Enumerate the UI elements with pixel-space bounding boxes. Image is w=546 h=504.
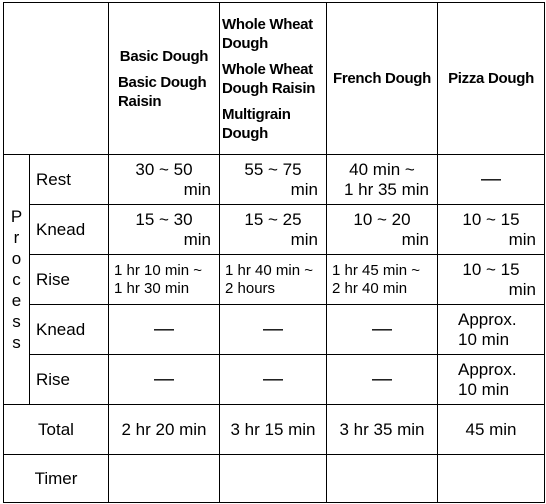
header-whole-line-1: Whole Wheat Dough <box>222 15 313 52</box>
cell-rise-french: 1 hr 45 min ~ 2 hr 40 min <box>327 255 438 305</box>
header-whole-line-2: Whole Wheat Dough Raisin <box>222 60 316 97</box>
cell-timer-whole <box>220 455 327 503</box>
header-basic-dough <box>109 3 220 155</box>
header-corner <box>4 3 109 155</box>
cell-timer-basic <box>109 455 220 503</box>
row-label-knead: Knead <box>30 205 109 255</box>
cell-rest-basic: 30 ~ 50 min <box>109 155 220 205</box>
process-vertical-label: P r o c e s s <box>4 155 30 405</box>
cell-knead-pizza: 10 ~ 15 min <box>438 205 545 255</box>
header-whole-wheat <box>220 3 327 155</box>
cell-rise-whole: 1 hr 40 min ~ 2 hours <box>220 255 327 305</box>
row-total <box>4 405 545 455</box>
cell-total-french: 3 hr 35 min <box>327 405 438 455</box>
cell-knead2-french: — <box>327 305 438 355</box>
cell-rest-french: 40 min ~ 1 hr 35 min <box>327 155 438 205</box>
row-timer <box>4 455 545 503</box>
cell-total-pizza: 45 min <box>438 405 545 455</box>
cell-rest-whole: 55 ~ 75 min <box>220 155 327 205</box>
cell-knead-french: 10 ~ 20 min <box>327 205 438 255</box>
row-label-timer: Timer <box>4 455 109 503</box>
cell-timer-pizza <box>438 455 545 503</box>
row-rest <box>4 155 545 205</box>
cell-timer-french <box>327 455 438 503</box>
cell-rise-pizza: 10 ~ 15 min <box>438 255 545 305</box>
cell-knead2-basic: — <box>109 305 220 355</box>
process-time-table <box>3 2 545 503</box>
cell-rise2-pizza: Approx. 10 min <box>438 355 545 405</box>
row-label-knead-2: Knead <box>30 305 109 355</box>
header-basic-line-1: Basic Dough <box>119 47 209 65</box>
header-french-dough: French Dough <box>327 3 438 155</box>
cell-knead-whole: 15 ~ 25 min <box>220 205 327 255</box>
header-basic-line-2: Basic Dough Raisin <box>118 73 207 110</box>
cell-knead2-whole: — <box>220 305 327 355</box>
cell-knead2-pizza: Approx. 10 min <box>438 305 545 355</box>
cell-total-basic: 2 hr 20 min <box>109 405 220 455</box>
row-rise <box>4 255 545 305</box>
row-knead-2 <box>4 305 545 355</box>
cell-rise2-whole: — <box>220 355 327 405</box>
header-pizza-dough: Pizza Dough <box>438 3 545 155</box>
row-rise-2 <box>4 355 545 405</box>
cell-rest-pizza: — <box>438 155 545 205</box>
cell-total-whole: 3 hr 15 min <box>220 405 327 455</box>
header-whole-line-3: Multigrain Dough <box>222 105 291 142</box>
row-label-rise: Rise <box>30 255 109 305</box>
row-knead <box>4 205 545 255</box>
cell-knead-basic: 15 ~ 30 min <box>109 205 220 255</box>
row-label-total: Total <box>4 405 109 455</box>
cell-rise2-basic: — <box>109 355 220 405</box>
cell-rise-basic: 1 hr 10 min ~ 1 hr 30 min <box>109 255 220 305</box>
header-row <box>4 3 545 155</box>
row-label-rest: Rest <box>30 155 109 205</box>
row-label-rise-2: Rise <box>30 355 109 405</box>
cell-rise2-french: — <box>327 355 438 405</box>
